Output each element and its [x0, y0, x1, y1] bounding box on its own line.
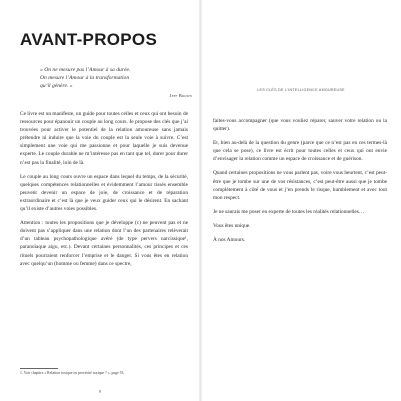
paragraph: faites-vous accompagner (que vous vouliez réparer, sauver votre relation ou la quitter). — [213, 118, 387, 133]
epigraph-author: Jeff Brown — [169, 93, 192, 98]
running-head: LES CLÉS DE L’INTELLIGENCE AMOUREUSE — [257, 88, 345, 92]
page-number: 9 — [98, 389, 102, 394]
paragraph: Et, bien au-delà de la question du genre (parce que ce n’est pas en ces termes-là que cela se pose), ce livre est écrit pour toutes celles et ceux qui ont envie d’envisager la relation comme un espace de croissance et de guérison. — [213, 140, 387, 163]
right-page — [201, 0, 401, 401]
epigraph-line: qu’il génère. » — [40, 83, 73, 90]
footnote-rule — [20, 368, 58, 369]
paragraph: À nos Amours. — [213, 237, 246, 244]
paragraph: Ce livre est un manifeste, un guide pour toutes celles et ceux qui ont besoin de ressources pour épanouir un couple au long cours. Je propose des clés que j’ai trouvées pour activer le potentiel de la relation amoureuse sans jamais prétendre ni induire que la voie du couple est la seule voie à suivre. C’est simplement une voie qui me passionne et pour laquelle je suis devenue experte. Le couple durable ne m’intéresse pas en tant que tel, durer pour durer n’est pas la finalité, loin de là. — [20, 111, 188, 166]
chapter-title: AVANT-PROPOS — [20, 30, 158, 49]
paragraph: Le couple au long cours ouvre un espace dans lequel du temps, de la sécurité, quelques compétences relationnelles et évidemment l’amour tissés ensemble peuvent devenir un espace de joie, de croissance et de réparation extraordinaire et c’est là que je veux guider ceux qui le désirent. En sachant qu’il existe d’autres voies possibles. — [20, 173, 188, 213]
left-body-text — [20, 110, 188, 274]
paragraph: Je ne saurais me poser en experte de toutes les réalités relationnelles… — [213, 208, 365, 215]
epigraph-line: On mesure l’Amour à la transformation — [40, 75, 130, 82]
epigraph-line: « On ne mesure pas l’Amour à sa durée. — [40, 67, 131, 73]
right-body-text — [213, 117, 387, 250]
paragraph: Quand certaines propositions ne vous parlent pas, voire vous heurtent, c’est peut-être que je tombe sur une de vos résistances, c’est peut-être aussi que je tombe complètement à côté de vous et j’en prends le risque, humblement et avec tout mon respect. — [213, 170, 387, 201]
paragraph: Vous êtes unique. — [213, 222, 251, 229]
footnote: 1. Voir chapitre « Relation toxique ou pervesité toxique ? », page 53. — [20, 371, 125, 375]
left-page — [0, 0, 200, 401]
epigraph — [40, 66, 192, 91]
paragraph: Attention : toutes les propositions que je développe (c) ne peuvent pas et ne doivent pas s’appliquer dans une relation dont l’un des partenaires relèverait d’un tableau psychopathologique avéré (de type pervers narcissique¹, paranoïaque aigu, etc.). Devant certaines personnalités, ces principes et ces rituels pourraient renforcer l’emprise et le danger. Si vous êtes en relation avec quelqu’un (homme ou femme) dans ce spectre, — [20, 220, 188, 267]
